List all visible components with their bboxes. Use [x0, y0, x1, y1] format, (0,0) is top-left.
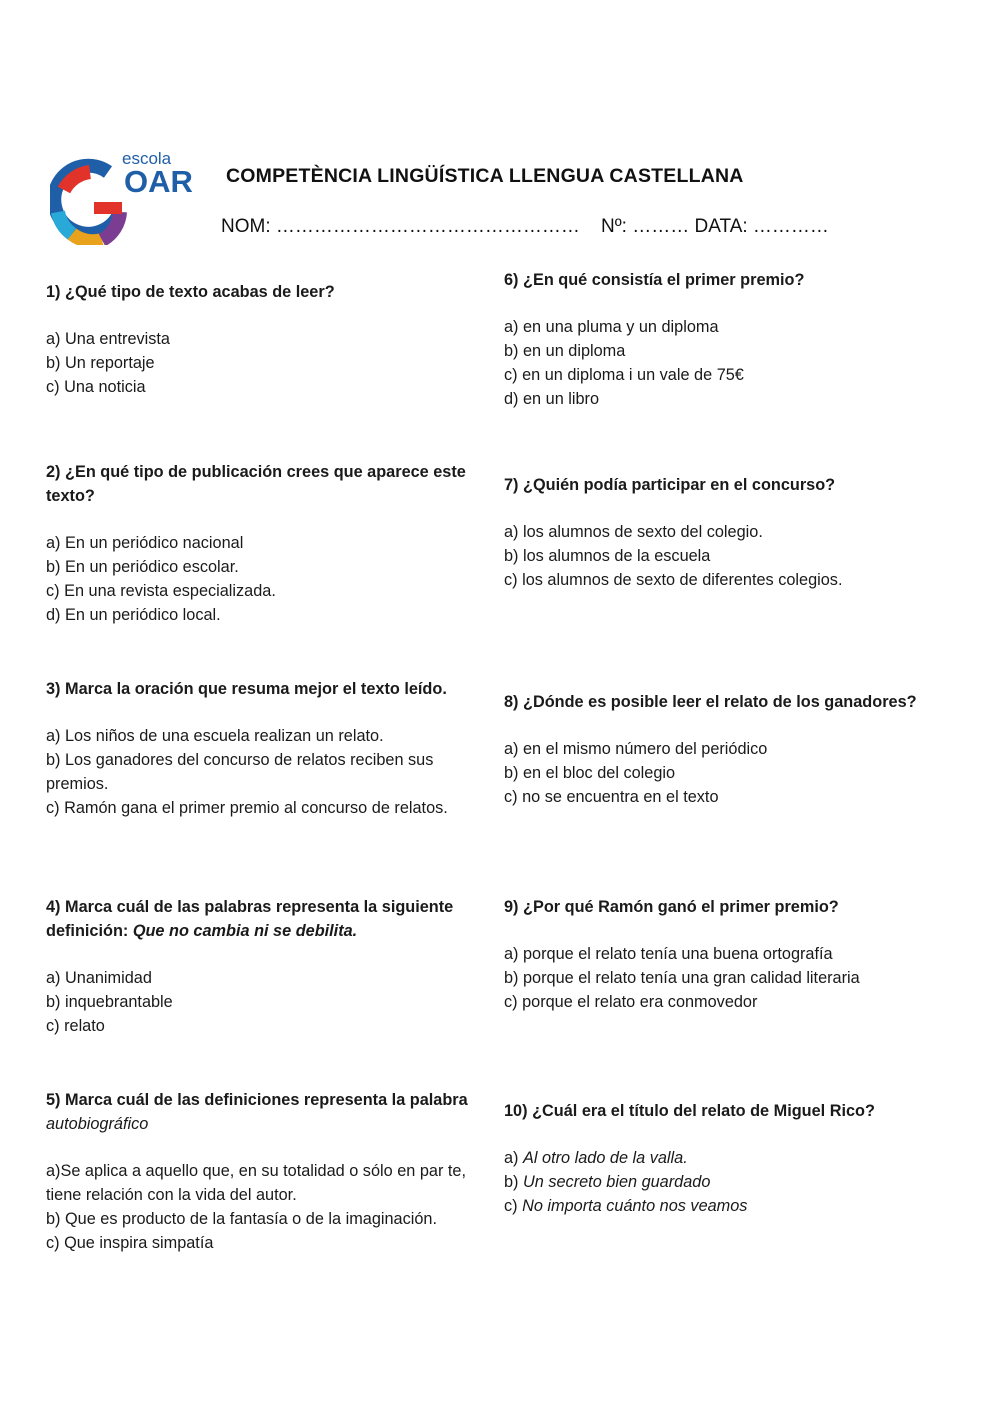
question-5	[46, 1088, 488, 1255]
number-field[interactable]: Nº: ………	[601, 216, 690, 237]
option-b[interactable]: b) porque el relato tenía una gran calidad literaria	[504, 969, 860, 987]
option-b[interactable]: b) Que es producto de la fantasía o de la imaginación.	[46, 1210, 437, 1228]
option-c[interactable]: c) Una noticia	[46, 378, 146, 396]
question-7	[504, 473, 954, 592]
option-c[interactable]: c) no se encuentra en el texto	[504, 788, 719, 806]
question-6	[504, 268, 954, 411]
option-c[interactable]: c) Ramón gana el primer premio al concurso de relatos.	[46, 799, 448, 817]
question-3	[46, 677, 488, 820]
logo-oar-text: OAR	[124, 164, 193, 199]
question-1	[46, 280, 488, 399]
option-a[interactable]: a)Se aplica a aquello que, en su totalidad o sólo en par te, tiene relación con la vida del autor.	[46, 1162, 466, 1204]
option-d[interactable]: d) En un periódico local.	[46, 606, 221, 624]
question-title: 10) ¿Cuál era el título del relato de Miguel Rico?	[504, 1102, 875, 1120]
option-a[interactable]: a) En un periódico nacional	[46, 534, 244, 552]
name-field[interactable]: NOM: …………………………………………	[221, 216, 580, 237]
option-c[interactable]: c) en un diploma i un vale de 75€	[504, 366, 744, 384]
question-title: 8) ¿Dónde es posible leer el relato de los ganadores?	[504, 693, 917, 711]
option-c[interactable]: c) relato	[46, 1017, 105, 1035]
option-a[interactable]: a) en una pluma y un diploma	[504, 318, 719, 336]
student-fields	[221, 216, 829, 238]
option-b[interactable]: b) los alumnos de la escuela	[504, 547, 711, 565]
option-a[interactable]: a) porque el relato tenía una buena ortografía	[504, 945, 833, 963]
option-b[interactable]: b) inquebrantable	[46, 993, 173, 1011]
school-logo	[50, 150, 202, 245]
option-b[interactable]: b) Un secreto bien guardado	[504, 1173, 711, 1191]
option-a[interactable]: a) Al otro lado de la valla.	[504, 1149, 688, 1167]
option-b[interactable]: b) Un reportaje	[46, 354, 155, 372]
option-b[interactable]: b) Los ganadores del concurso de relatos reciben sus premios.	[46, 751, 434, 793]
question-title: 6) ¿En qué consistía el primer premio?	[504, 271, 805, 289]
option-a[interactable]: a) Los niños de una escuela realizan un relato.	[46, 727, 384, 745]
question-title: 9) ¿Por qué Ramón ganó el primer premio?	[504, 898, 839, 916]
question-10	[504, 1099, 954, 1218]
question-title: 7) ¿Quién podía participar en el concurso?	[504, 476, 836, 494]
option-d[interactable]: d) en un libro	[504, 390, 600, 408]
date-field[interactable]: DATA: …………	[694, 216, 829, 237]
question-title: 2) ¿En qué tipo de publicación crees que aparece este texto?	[46, 463, 466, 505]
option-c[interactable]: c) los alumnos de sexto de diferentes colegios.	[504, 571, 843, 589]
question-title: 5) Marca cuál de las definiciones representa la palabra autobiográfico	[46, 1091, 468, 1133]
question-title: 1) ¿Qué tipo de texto acabas de leer?	[46, 283, 335, 301]
option-c[interactable]: c) No importa cuánto nos veamos	[504, 1197, 748, 1215]
question-2	[46, 460, 488, 627]
option-a[interactable]: a) Una entrevista	[46, 330, 170, 348]
option-a[interactable]: a) los alumnos de sexto del colegio.	[504, 523, 763, 541]
option-b[interactable]: b) en un diploma	[504, 342, 626, 360]
question-4	[46, 895, 488, 1038]
question-8	[504, 690, 954, 809]
option-a[interactable]: a) en el mismo número del periódico	[504, 740, 768, 758]
page-title: COMPETÈNCIA LINGÜÍSTICA LLENGUA CASTELLANA	[226, 165, 744, 187]
option-c[interactable]: c) porque el relato era conmovedor	[504, 993, 758, 1011]
logo-escola-text: escola	[122, 150, 172, 168]
question-title: 3) Marca la oración que resuma mejor el texto leído.	[46, 680, 447, 698]
question-title: 4) Marca cuál de las palabras representa la siguiente definición: Que no cambia ni se debilita.	[46, 898, 454, 940]
option-a[interactable]: a) Unanimidad	[46, 969, 152, 987]
option-c[interactable]: c) En una revista especializada.	[46, 582, 276, 600]
option-c[interactable]: c) Que inspira simpatía	[46, 1234, 214, 1252]
option-b[interactable]: b) en el bloc del colegio	[504, 764, 676, 782]
option-b[interactable]: b) En un periódico escolar.	[46, 558, 239, 576]
question-9	[504, 895, 954, 1014]
